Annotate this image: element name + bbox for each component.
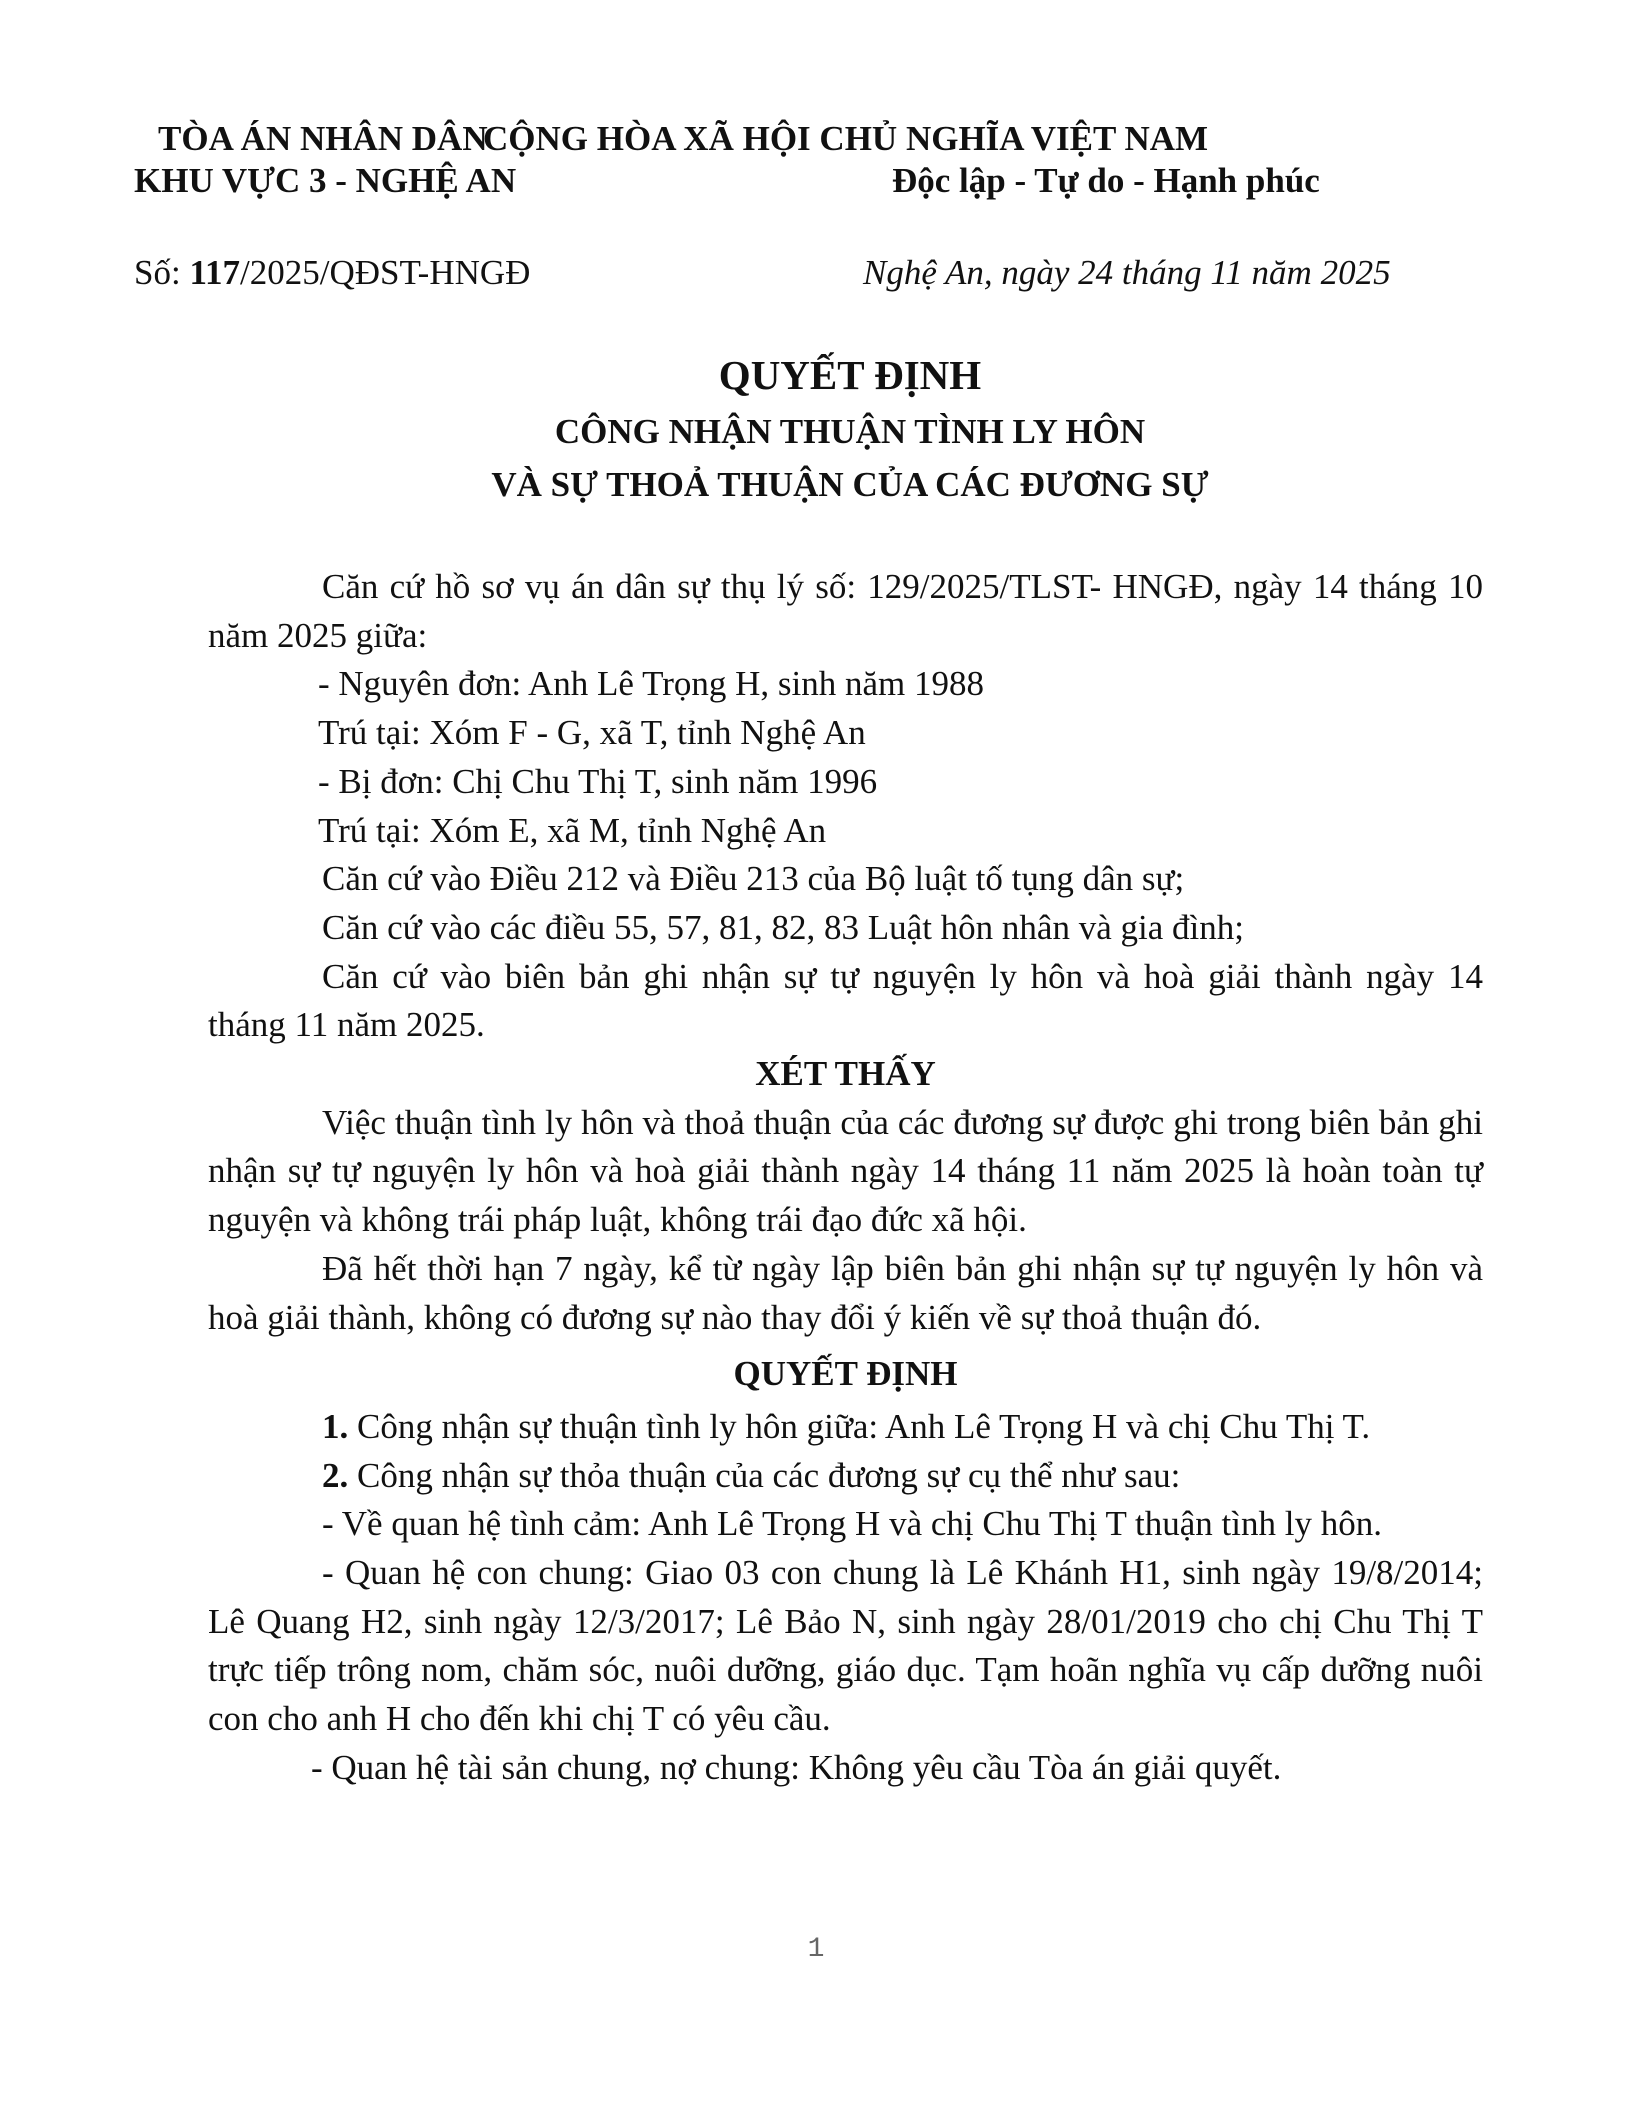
item-text: Công nhận sự thuận tình ly hôn giữa: Anh Lê Trọng H và chị Chu Thị T. — [348, 1406, 1371, 1446]
place-date: Nghệ An, ngày 24 tháng 11 năm 2025 — [863, 253, 1391, 292]
decision-children: - Quan hệ con chung: Giao 03 con chung là Lê Khánh H1, sinh ngày 19/8/2014; Lê Quang H2, sinh ngày 12/3/2017; Lê Bảo N, sinh ngày 28/01/2019 cho chị Chu Thị T trực tiếp trông nom, chăm sóc, nuôi dưỡng, giáo dục. Tạm hoãn nghĩa vụ cấp dưỡng nuôi con cho anh H cho đến khi chị T có yêu cầu. — [208, 1553, 1483, 1739]
item-text: Công nhận sự thỏa thuận của các đương sự cụ thể như sau: — [348, 1455, 1181, 1495]
defendant: - Bị đơn: Chị Chu Thị T, sinh năm 1996 — [318, 761, 878, 801]
document-subtitle-1: CÔNG NHẬN THUẬN TÌNH LY HÔN — [554, 412, 1146, 451]
nation-name: CỘNG HÒA XÃ HỘI CHỦ NGHĨA VIỆT NAM — [483, 119, 1209, 158]
decision-emotional: - Về quan hệ tình cảm: Anh Lê Trọng H và chị Chu Thị T thuận tình ly hôn. — [322, 1504, 1382, 1544]
document-title: QUYẾT ĐỊNH — [718, 352, 982, 398]
item-number: 2. — [322, 1455, 349, 1495]
plaintiff-address: Trú tại: Xóm F - G, xã T, tỉnh Nghệ An — [318, 713, 866, 753]
court-name-line2: KHU VỰC 3 - NGHỆ AN — [134, 161, 517, 200]
plaintiff: - Nguyên đơn: Anh Lê Trọng H, sinh năm 1988 — [318, 664, 985, 704]
page-number: 1 — [807, 1934, 825, 1965]
basis-marriage-law: Căn cứ vào các điều 55, 57, 81, 82, 83 Luật hôn nhân và gia đình; — [322, 907, 1244, 947]
decision-property: - Quan hệ tài sản chung, nợ chung: Không yêu cầu Tòa án giải quyết. — [311, 1747, 1282, 1787]
basis-record: Căn cứ vào biên bản ghi nhận sự tự nguyện ly hôn và hoà giải thành ngày 14 tháng 11 năm 2025. — [208, 956, 1483, 1045]
decision-heading: QUYẾT ĐỊNH — [733, 1354, 958, 1394]
defendant-address: Trú tại: Xóm E, xã M, tỉnh Nghệ An — [318, 810, 827, 850]
number-value: 117 — [189, 253, 241, 292]
decision-item-2 — [208, 1452, 1483, 1501]
number-prefix: Số: — [134, 253, 190, 292]
findings-paragraph-2: Đã hết thời hạn 7 ngày, kể từ ngày lập biên bản ghi nhận sự tự nguyện ly hôn và hoà giải thành, không có đương sự nào thay đổi ý kiến về sự thoả thuận đó. — [208, 1248, 1483, 1337]
court-name-line1: TÒA ÁN NHÂN DÂN — [158, 119, 488, 158]
document-number — [134, 253, 530, 293]
findings-heading: XÉT THẤY — [755, 1054, 936, 1094]
number-suffix: /2025/QĐST-HNGĐ — [240, 253, 531, 292]
document-subtitle-2: VÀ SỰ THOẢ THUẬN CỦA CÁC ĐƯƠNG SỰ — [491, 465, 1209, 504]
national-motto: Độc lập - Tự do - Hạnh phúc — [892, 161, 1320, 200]
basis-civil-procedure: Căn cứ vào Điều 212 và Điều 213 của Bộ luật tố tụng dân sự; — [322, 859, 1185, 899]
basis-case-file: Căn cứ hồ sơ vụ án dân sự thụ lý số: 129/2025/TLST- HNGĐ, ngày 14 tháng 10 năm 2025 giữa: — [208, 567, 1483, 655]
item-number: 1. — [322, 1406, 349, 1446]
findings-paragraph-1: Việc thuận tình ly hôn và thoả thuận của các đương sự được ghi trong biên bản ghi nhận sự tự nguyện ly hôn và hoà giải thành ngày 14 tháng 11 năm 2025 là hoàn toàn tự nguyện và không trái pháp luật, không trái đạo đức xã hội. — [208, 1102, 1483, 1240]
decision-item-1 — [208, 1403, 1483, 1452]
document-body — [208, 563, 1483, 1793]
